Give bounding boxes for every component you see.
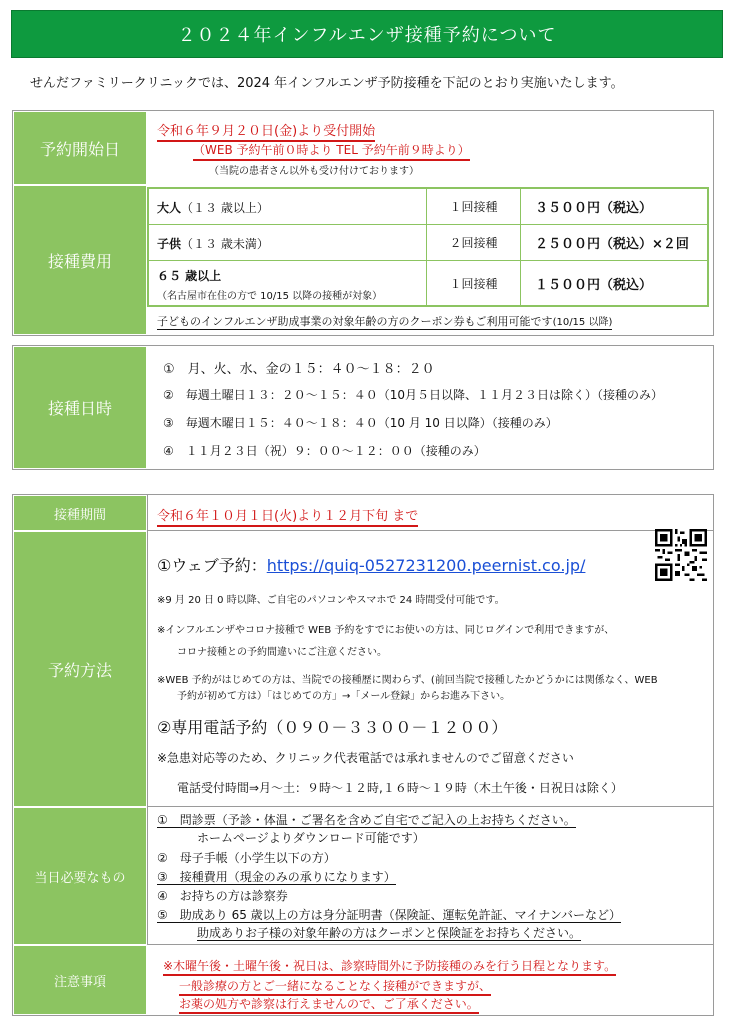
bring-item-1 <box>157 811 576 828</box>
web-note-2a: ※インフルエンザやコロナ接種で WEB 予約をすでにお使いの方は、同じログインで利用できますが、 <box>157 625 615 636</box>
coupon-note <box>157 313 612 330</box>
schedule-item-3: ③ 毎週木曜日１５：４０～１８：４０（10 月 10 日以降）（接種のみ） <box>163 416 558 430</box>
bring-item-3 <box>157 868 396 885</box>
bring-item-5b-text: 助成ありお子様の対象年齢の方はクーポンと保険証をお持ちください。 <box>197 926 582 940</box>
section-reservation-fees <box>12 110 714 336</box>
fee-group-senior: ６５ 歳以上 <box>157 269 222 283</box>
web-note-3a: ※WEB 予約がはじめての方は、当院での接種歴に関わらず、(前回当院で接種したかどうかには関係なく、WEB <box>157 675 658 686</box>
section-schedule <box>12 345 714 470</box>
schedule-item-4: ④ １１月２３日（祝）９：００～１２：００（接種のみ） <box>163 444 486 458</box>
tel-hours: 電話受付時間⇒月～土：９時～１２時,１６時～１９時（木土午後・日祝日は除く） <box>177 781 623 795</box>
bring-item-4: ④ お持ちの方は診察券 <box>157 889 288 903</box>
web-note-1: ※9 月 20 日 0 時以降、ご自宅のパソコンやスマホで 24 時間受付可能です。 <box>157 595 505 606</box>
fees-label: 接種費用 <box>13 185 147 335</box>
reservation-start-date: 令和６年９月２０日(金)より受付開始 <box>157 120 375 142</box>
fee-group-note: （１３ 歳未満） <box>181 237 269 251</box>
fee-times: ２回接種 <box>427 225 521 260</box>
fee-times: １回接種 <box>427 261 521 305</box>
schedule-item-2: ② 毎週土曜日１３：２０～１５：４０（10月５日以降、１１月２３日は除く）（接種のみ） <box>163 388 664 402</box>
notice-label: 注意事項 <box>13 945 147 1015</box>
reservation-start-note: （当院の患者さん以外も受け付けております） <box>209 166 419 177</box>
coupon-note-text: 子どものインフルエンザ助成事業の対象年齢の方のクーポン券もご利用可能です <box>157 315 553 328</box>
reservation-start-hours: （WEB 予約午前０時より TEL 予約午前９時より） <box>193 141 470 161</box>
bring-label: 当日必要なもの <box>13 807 147 945</box>
bring-item-1b: ホームページよりダウンロード可能です） <box>197 831 425 845</box>
tel-title: ②専用電話予約（０９０－３３００－１２００） <box>157 718 508 737</box>
notice-line-2-text: 一般診療の方とご一緒になることなく接種ができますが、 <box>179 979 491 996</box>
web-title: ①ウェブ予約： <box>157 556 267 575</box>
notice-line-3-text: お薬の処方や診察は行えませんので、ご了承ください。 <box>179 997 479 1014</box>
web-note-2b: コロナ接種との予約間違いにご注意ください。 <box>177 647 387 658</box>
fee-row-adult <box>149 189 707 225</box>
notice-line-3 <box>179 995 479 1012</box>
fee-group-adult: 大人 <box>157 201 182 215</box>
section-details <box>12 494 714 1016</box>
bring-item-2: ② 母子手帳（小学生以下の方） <box>157 851 336 865</box>
fee-group-cell <box>149 261 427 305</box>
bring-item-5b <box>197 924 581 941</box>
fee-price: １５００円（税込） <box>535 277 653 293</box>
bring-item-3-text: ③ 接種費用（現金のみの承りになります） <box>157 870 396 884</box>
coupon-note-date: (10/15 以降) <box>552 317 613 328</box>
period-label: 接種期間 <box>13 495 147 531</box>
fee-table <box>147 187 709 307</box>
fee-row-senior <box>149 261 707 305</box>
fee-group-sub: （名古屋市在住の方で 10/15 以降の接種が対象） <box>157 291 383 302</box>
intro-text: せんだファミリークリニックでは、2024 年インフルエンザ予防接種を下記のとおり実施いたします。 <box>30 76 624 91</box>
bring-item-5-text: ⑤ 助成あり 65 歳以上の方は身分証明書（保険証、運転免許証、マイナンバーなど） <box>157 908 621 922</box>
fee-group-note: （１３ 歳以上） <box>181 201 269 215</box>
fee-row-child <box>149 225 707 261</box>
web-reservation-line <box>157 553 585 576</box>
reservation-start-label: 予約開始日 <box>13 111 147 185</box>
fee-price: ３５００円（税込） <box>535 201 653 216</box>
schedule-item-1: ① 月、火、水、金の１５：４０～１８：２０ <box>163 362 435 377</box>
tel-note: ※急患対応等のため、クリニック代表電話では承れませんのでご留意ください <box>157 751 574 765</box>
qr-code-icon[interactable] <box>655 529 707 581</box>
notice-line-1-text: ※木曜午後・土曜午後・祝日は、診察時間外に予防接種のみを行う日程となります。 <box>163 959 616 976</box>
bring-item-1-text: ① 問診票（予診・体温・ご署名を含めご自宅でご記入の上お持ちください。 <box>157 813 576 827</box>
page-title: ２０２４年インフルエンザ接種予約について <box>11 10 723 58</box>
notice-line-1 <box>163 957 616 974</box>
period-value: 令和６年１０月１日(火)より１２月下旬 まで <box>157 505 418 527</box>
notice-line-2 <box>179 977 491 994</box>
method-label: 予約方法 <box>13 531 147 807</box>
web-note-3b: 予約が初めて方は）「はじめての方」→「メール登録」からお進み下さい。 <box>177 691 511 702</box>
web-reservation-link[interactable]: https://quiq-0527231200.peernist.co.jp/ <box>266 556 586 575</box>
fee-group-child: 子供 <box>157 237 182 251</box>
fee-price: ２５００円（税込）×２回 <box>535 237 689 252</box>
fee-group-cell <box>149 225 427 260</box>
schedule-label: 接種日時 <box>13 346 147 469</box>
bring-item-5 <box>157 906 621 923</box>
fee-times: １回接種 <box>427 189 521 224</box>
fee-group-cell <box>149 189 427 224</box>
